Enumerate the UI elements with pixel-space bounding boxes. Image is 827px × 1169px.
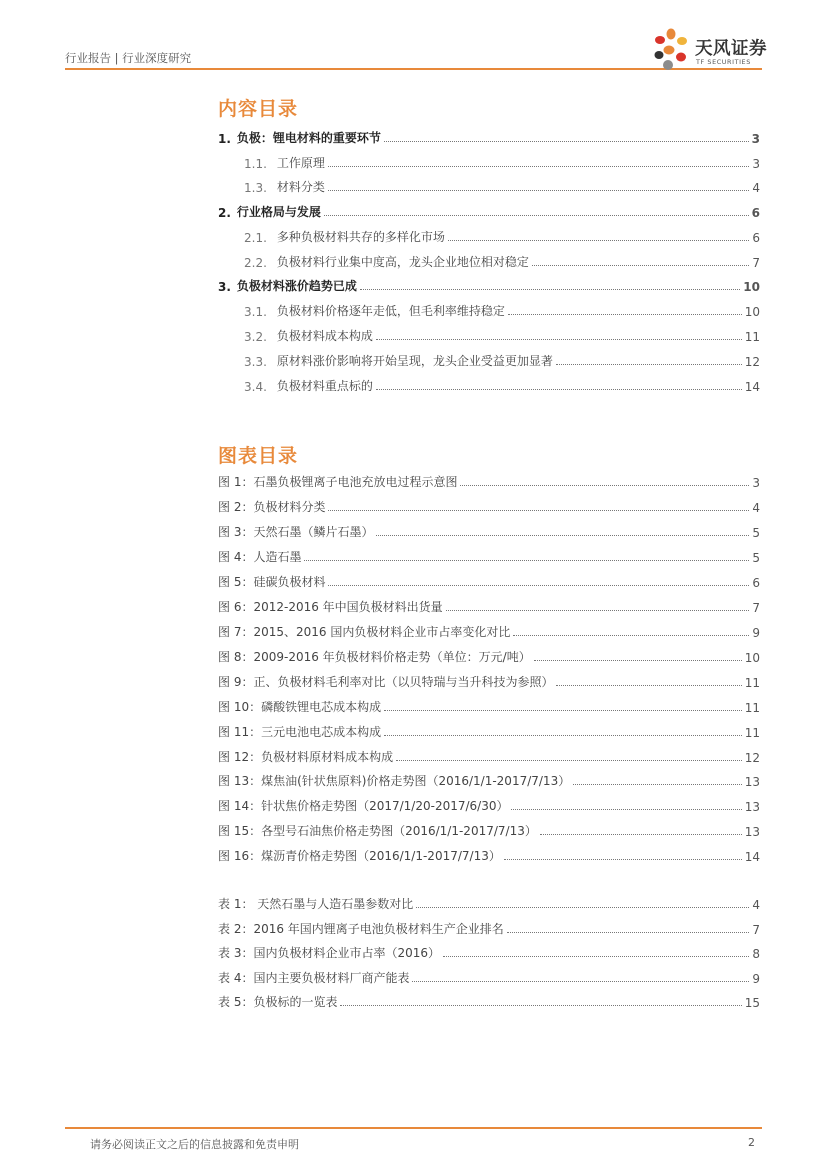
- toc-entry-page: 10: [744, 305, 760, 319]
- figure-entry[interactable]: [218, 597, 760, 615]
- toc-entry-number: 1.3.: [244, 181, 267, 195]
- dot-leader: [412, 981, 749, 982]
- figure-entry-label: 图 9：正、负极材料毛利率对比（以贝特瑞与当升科技为参照）: [218, 674, 554, 689]
- dot-leader: [376, 339, 742, 340]
- toc-entry-page: 7: [752, 256, 760, 270]
- toc-entry-label: 行业格局与发展: [236, 205, 321, 219]
- table-entry-label: 表 4：国内主要负极材料厂商产能表: [218, 970, 410, 985]
- dot-leader: [328, 166, 749, 167]
- toc-entry-label: 工作原理: [276, 156, 325, 170]
- toc-chapter-entry[interactable]: [218, 202, 760, 220]
- toc-entry-page: 3: [752, 157, 760, 171]
- dot-leader: [360, 289, 740, 290]
- dot-leader: [508, 314, 742, 315]
- toc-entry-page: 14: [744, 380, 760, 394]
- toc-section-entry[interactable]: [244, 326, 760, 344]
- dot-leader: [513, 635, 749, 636]
- toc-entry-label: 材料分类: [276, 180, 325, 194]
- dot-leader: [511, 809, 741, 810]
- toc-entry-page: 11: [744, 330, 760, 344]
- figure-entry-page: 13: [744, 775, 760, 790]
- page-number: 2: [748, 1136, 755, 1149]
- figure-entry-page: 12: [744, 750, 760, 765]
- dot-leader: [396, 760, 742, 761]
- toc-entry-number: 1.1.: [244, 157, 267, 171]
- toc-entry-page: 6: [751, 206, 760, 220]
- figure-entry-page: 6: [752, 575, 760, 590]
- toc-entry-label: 原材料涨价影响将开始呈现，龙头企业受益更加显著: [276, 354, 553, 368]
- dot-leader: [328, 190, 749, 191]
- dot-leader: [384, 735, 742, 736]
- figure-entry-page: 13: [744, 800, 760, 815]
- toc-chapter-entry[interactable]: [218, 128, 760, 146]
- figure-entry[interactable]: [218, 672, 760, 690]
- figure-entry-page: 11: [744, 700, 760, 715]
- dot-leader: [328, 585, 749, 586]
- report-breadcrumb: 行业报告 | 行业深度研究: [65, 51, 192, 65]
- figure-entry-page: 4: [752, 500, 760, 515]
- toc-entry-number: 2.: [218, 206, 231, 220]
- toc-entry-page: 4: [752, 181, 760, 195]
- toc-entry-label: 负极材料成本构成: [276, 329, 373, 343]
- table-entry-page: 15: [744, 996, 760, 1010]
- figure-entry-label: 图 16：煤沥青价格走势图（2016/1/1-2017/7/13）: [218, 849, 501, 864]
- toc-section-entry[interactable]: [244, 252, 760, 270]
- figure-entry-label: 图 7：2015、2016 国内负极材料企业市占率变化对比: [218, 624, 511, 639]
- figure-entry[interactable]: [218, 747, 760, 765]
- table-entry[interactable]: [218, 992, 760, 1010]
- table-entry-page: 9: [752, 971, 760, 986]
- figure-entry-page: 5: [752, 550, 760, 565]
- figure-entry-page: 14: [744, 850, 760, 865]
- figure-entry-label: 图 15：各型号石油焦价格走势图（2016/1/1-2017/7/13）: [218, 824, 537, 839]
- table-entry-label: 表 3：国内负极材料企业市占率（2016）: [218, 946, 440, 960]
- toc-section-entry[interactable]: [244, 376, 760, 394]
- figure-entry-label: 图 5：硅碳负极材料: [218, 574, 326, 589]
- table-entry-label: 表 1： 天然石墨与人造石墨参数对比: [218, 897, 414, 911]
- dot-leader: [328, 510, 749, 511]
- figure-entry-page: 5: [752, 525, 760, 540]
- toc-entry-label: 负极材料涨价趋势已成: [236, 279, 357, 293]
- figures-title: 图表目录: [218, 445, 299, 467]
- figure-entry[interactable]: [218, 522, 760, 540]
- figure-entry-label: 图 2：负极材料分类: [218, 499, 326, 514]
- logo-flower-icon: [652, 28, 690, 72]
- figure-entry[interactable]: [218, 722, 760, 740]
- toc-title: 内容目录: [218, 98, 299, 120]
- toc-entry-number: 3.4.: [244, 380, 267, 394]
- dot-leader: [448, 240, 749, 241]
- company-logo: [652, 28, 767, 72]
- dot-leader: [446, 610, 750, 611]
- dot-leader: [532, 265, 749, 266]
- table-entry[interactable]: [218, 968, 760, 986]
- dot-leader: [384, 710, 742, 711]
- figure-entry[interactable]: [218, 497, 760, 515]
- dot-leader: [324, 215, 749, 216]
- toc-entry-number: 3.: [218, 280, 231, 294]
- figure-entry-label: 图 10：磷酸铁锂电芯成本构成: [218, 699, 382, 714]
- figure-entry[interactable]: [218, 846, 760, 864]
- figure-entry[interactable]: [218, 647, 760, 665]
- table-entry-page: 8: [752, 947, 760, 961]
- figure-entry-label: 图 14：针状焦价格走势图（2017/1/20-2017/6/30）: [218, 799, 509, 814]
- dot-leader: [540, 834, 742, 835]
- toc-entry-number: 3.2.: [244, 330, 267, 344]
- table-entry-label: 表 2：2016 年国内锂离子电池负极材料生产企业排名: [218, 921, 504, 936]
- dot-leader: [340, 1005, 741, 1006]
- dot-leader: [460, 485, 749, 486]
- toc-entry-page: 3: [751, 132, 760, 146]
- dot-leader: [384, 141, 749, 142]
- toc-section-entry[interactable]: [244, 301, 760, 319]
- toc-section-entry[interactable]: [244, 177, 760, 195]
- figure-entry[interactable]: [218, 622, 760, 640]
- table-entry[interactable]: [218, 943, 760, 961]
- dot-leader: [416, 907, 749, 908]
- figure-entry-label: 图 4：人造石墨: [218, 549, 302, 564]
- figure-entry[interactable]: [218, 821, 760, 839]
- dot-leader: [556, 364, 742, 365]
- figure-entry[interactable]: [218, 771, 760, 789]
- toc-entry-number: 2.2.: [244, 256, 267, 270]
- dot-leader: [573, 784, 742, 785]
- figure-entry-label: 图 1：石墨负极锂离子电池充放电过程示意图: [218, 475, 458, 489]
- toc-entry-number: 3.3.: [244, 355, 267, 369]
- toc-entry-label: 负极：锂电材料的重要环节: [236, 131, 381, 145]
- footer-divider: [65, 1127, 762, 1129]
- figure-entry-page: 11: [744, 725, 760, 740]
- table-entry-label: 表 5：负极标的一览表: [218, 995, 338, 1009]
- toc-entry-number: 2.1.: [244, 231, 267, 245]
- figure-entry-label: 图 3：天然石墨（鳞片石墨）: [218, 524, 374, 539]
- toc-section-entry[interactable]: [244, 351, 760, 369]
- figure-entry[interactable]: [218, 796, 760, 814]
- figure-entry-page: 3: [752, 476, 760, 490]
- dot-leader: [443, 956, 749, 957]
- dot-leader: [304, 560, 749, 561]
- figure-entry-page: 11: [744, 675, 760, 690]
- toc-entry-label: 多种负极材料共存的多样化市场: [276, 230, 445, 244]
- figure-entry-page: 7: [752, 600, 760, 615]
- figure-entry-label: 图 11：三元电池电芯成本构成: [218, 724, 382, 739]
- logo-chinese-name: 天风证券: [695, 39, 767, 59]
- table-entry[interactable]: [218, 919, 760, 937]
- toc-entry-page: 10: [743, 280, 760, 294]
- figure-entry[interactable]: [218, 547, 760, 565]
- dot-leader: [376, 535, 749, 536]
- toc-entry-label: 负极材料行业集中度高，龙头企业地位相对稳定: [276, 255, 529, 269]
- figure-entry-page: 13: [744, 825, 760, 840]
- figure-entry[interactable]: [218, 697, 760, 715]
- dot-leader: [504, 859, 742, 860]
- dot-leader: [376, 389, 742, 390]
- table-entry[interactable]: [218, 894, 760, 912]
- toc-section-entry[interactable]: [244, 227, 760, 245]
- figure-entry[interactable]: [218, 472, 760, 490]
- toc-section-entry[interactable]: [244, 153, 760, 171]
- footer-disclaimer: 请务必阅读正文之后的信息披露和免责申明: [90, 1138, 299, 1151]
- figure-entry-label: 图 8：2009-2016 年负极材料价格走势（单位：万元/吨）: [218, 649, 531, 664]
- dot-leader: [556, 685, 741, 686]
- toc-entry-number: 3.1.: [244, 305, 267, 319]
- figure-entry-page: 10: [744, 650, 760, 665]
- toc-chapter-entry[interactable]: [218, 276, 760, 294]
- toc-entry-label: 负极材料价格逐年走低，但毛利率维持稳定: [276, 304, 505, 318]
- figure-entry-label: 图 12：负极材料原材料成本构成: [218, 749, 394, 764]
- toc-entry-page: 12: [744, 355, 760, 369]
- toc-entry-number: 1.: [218, 132, 231, 146]
- figure-entry-page: 9: [752, 625, 760, 640]
- dot-leader: [534, 660, 742, 661]
- toc-entry-label: 负极材料重点标的: [276, 379, 373, 393]
- table-entry-page: 7: [752, 922, 760, 937]
- toc-entry-page: 6: [752, 231, 760, 245]
- figure-entry-label: 图 6：2012-2016 年中国负极材料出货量: [218, 599, 443, 614]
- table-entry-page: 4: [752, 898, 760, 912]
- logo-english-name: TF SECURITIES: [696, 58, 751, 66]
- dot-leader: [507, 932, 750, 933]
- figure-entry-label: 图 13：煤焦油(针状焦原料)价格走势图（2016/1/1-2017/7/13）: [218, 774, 571, 789]
- figure-entry[interactable]: [218, 572, 760, 590]
